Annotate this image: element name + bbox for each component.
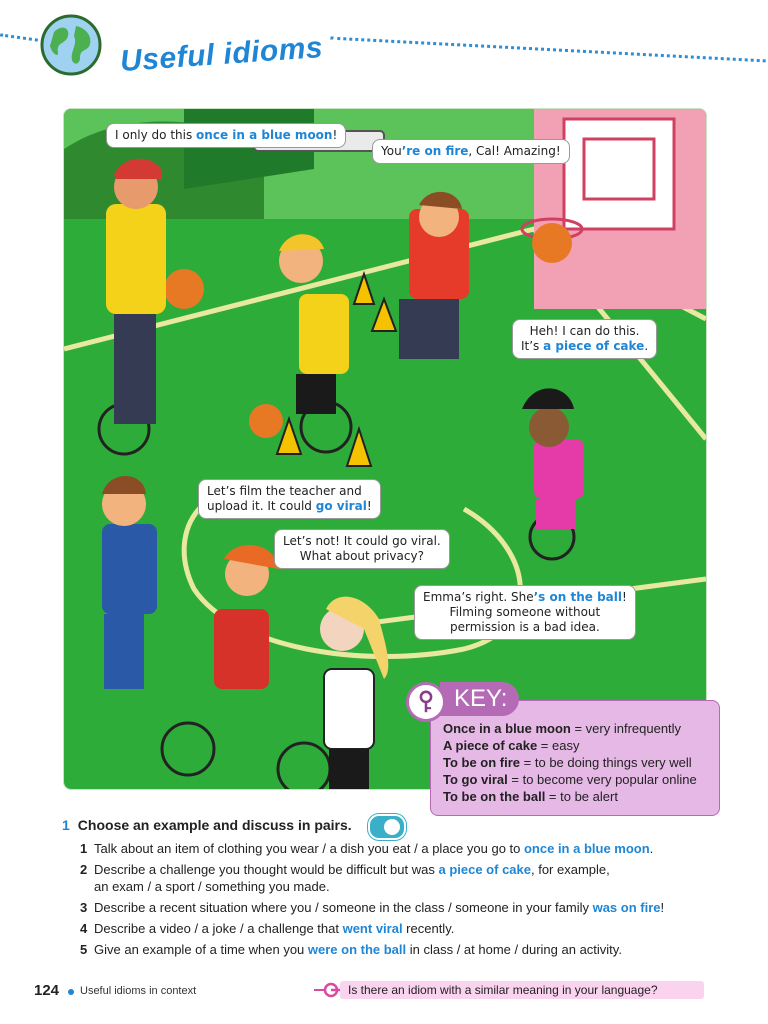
reflection-question: Is there an idiom with a similar meaning in your language?	[340, 981, 704, 999]
key-item	[443, 737, 697, 754]
bubble-text: Emma’s right. She	[423, 590, 534, 604]
illustration-scene	[63, 108, 707, 790]
court-illustration	[64, 109, 706, 789]
bubble-text: !	[366, 499, 372, 513]
key-icon	[406, 682, 446, 722]
idiom-highlight: went viral	[342, 921, 403, 936]
bubble-text: What about privacy?	[299, 549, 424, 563]
item-text: in class / at home / during an activity.	[406, 942, 622, 957]
key-item	[443, 771, 697, 788]
dotted-line-right	[330, 37, 766, 63]
key-item	[443, 754, 697, 771]
footer-bullet	[68, 989, 74, 995]
item-text: recently.	[402, 921, 455, 936]
bubble-text: Heh! I can do this.	[529, 324, 640, 338]
item-text: Give an example of a time when you	[94, 942, 308, 957]
exercise-instruction: Choose an example and discuss in pairs.	[77, 817, 352, 833]
item-text: , for example,	[530, 862, 610, 877]
bubble-text: You	[381, 144, 402, 158]
item-number: 1	[80, 841, 88, 856]
key-definition: = to be alert	[545, 789, 618, 804]
idiom-highlight: go viral	[315, 499, 367, 513]
page-number: 124	[34, 982, 60, 999]
bubble-text: upload it. It could	[207, 499, 316, 513]
key-item	[443, 788, 697, 805]
bubble-text: I only do this	[115, 128, 197, 142]
speech-bubble-privacy	[274, 529, 450, 569]
idiom-highlight: ’s on the ball	[533, 590, 622, 604]
exercise-heading	[62, 817, 352, 833]
idiom-highlight: ’re on fire	[401, 144, 469, 158]
globe-icon	[40, 14, 102, 76]
idiom-highlight: a piece of cake	[543, 339, 645, 353]
item-text-continued: an exam / a sport / something you made.	[94, 879, 330, 894]
exercise-item	[80, 899, 664, 916]
idiom-highlight: a piece of cake	[438, 862, 531, 877]
item-text: Describe a challenge you thought would be difficult but was	[94, 862, 439, 877]
item-text: !	[660, 900, 665, 915]
bubble-text: Let’s film the teacher and	[207, 484, 362, 498]
key-definition: = to be doing things very well	[520, 755, 692, 770]
idiom-highlight: were on the ball	[307, 942, 407, 957]
idiom-highlight: once in a blue moon	[523, 841, 650, 856]
bubble-text: Filming someone without	[449, 605, 601, 619]
exercise-item	[80, 941, 622, 958]
bubble-text: It’s	[521, 339, 544, 353]
exercise-number: 1	[62, 817, 70, 833]
idiom-highlight: was on fire	[592, 900, 661, 915]
exercise-item	[80, 920, 454, 937]
bubble-text: .	[644, 339, 649, 353]
bubble-text: , Cal! Amazing!	[468, 144, 561, 158]
bubble-text: !	[332, 128, 338, 142]
speaking-toggle-icon	[368, 814, 406, 840]
speech-bubble-blue-moon	[106, 123, 346, 148]
key-term: To be on fire	[443, 755, 521, 770]
speech-bubble-go-viral	[198, 479, 381, 519]
bubble-text: permission is a bad idea.	[449, 620, 600, 634]
key-term: To go viral	[443, 772, 508, 787]
speech-bubble-on-the-ball	[414, 585, 636, 640]
item-text: Describe a video / a joke / a challenge that	[94, 921, 343, 936]
page-title: Useful idioms	[119, 30, 325, 79]
exercise-item	[80, 840, 653, 857]
key-term: A piece of cake	[443, 738, 538, 753]
key-definition: = to become very popular online	[507, 772, 697, 787]
key-term: Once in a blue moon	[443, 721, 571, 736]
dotted-line-left	[0, 33, 38, 41]
key-label: KEY:	[440, 682, 519, 716]
key-definition: = very infrequently	[570, 721, 682, 736]
key-item	[443, 720, 697, 737]
speech-bubble-on-fire	[372, 139, 570, 164]
item-text: Describe a recent situation where you / someone in the class / someone in your family	[94, 900, 593, 915]
item-number: 2	[80, 862, 88, 877]
item-number: 5	[80, 942, 88, 957]
key-definitions	[443, 720, 697, 805]
item-text: .	[649, 841, 654, 856]
section-name: Useful idioms in context	[80, 985, 197, 997]
bubble-text: Let’s not! It could go viral.	[283, 534, 441, 548]
speech-bubble-piece-of-cake	[512, 319, 657, 359]
key-term: To be on the ball	[443, 789, 546, 804]
bubble-text: !	[621, 590, 627, 604]
item-number: 4	[80, 921, 88, 936]
item-text: Talk about an item of clothing you wear / a dish you eat / a place you go to	[94, 841, 524, 856]
exercise-item	[80, 861, 610, 895]
key-definition: = easy	[537, 738, 580, 753]
idiom-highlight: once in a blue moon	[196, 128, 333, 142]
item-number: 3	[80, 900, 88, 915]
